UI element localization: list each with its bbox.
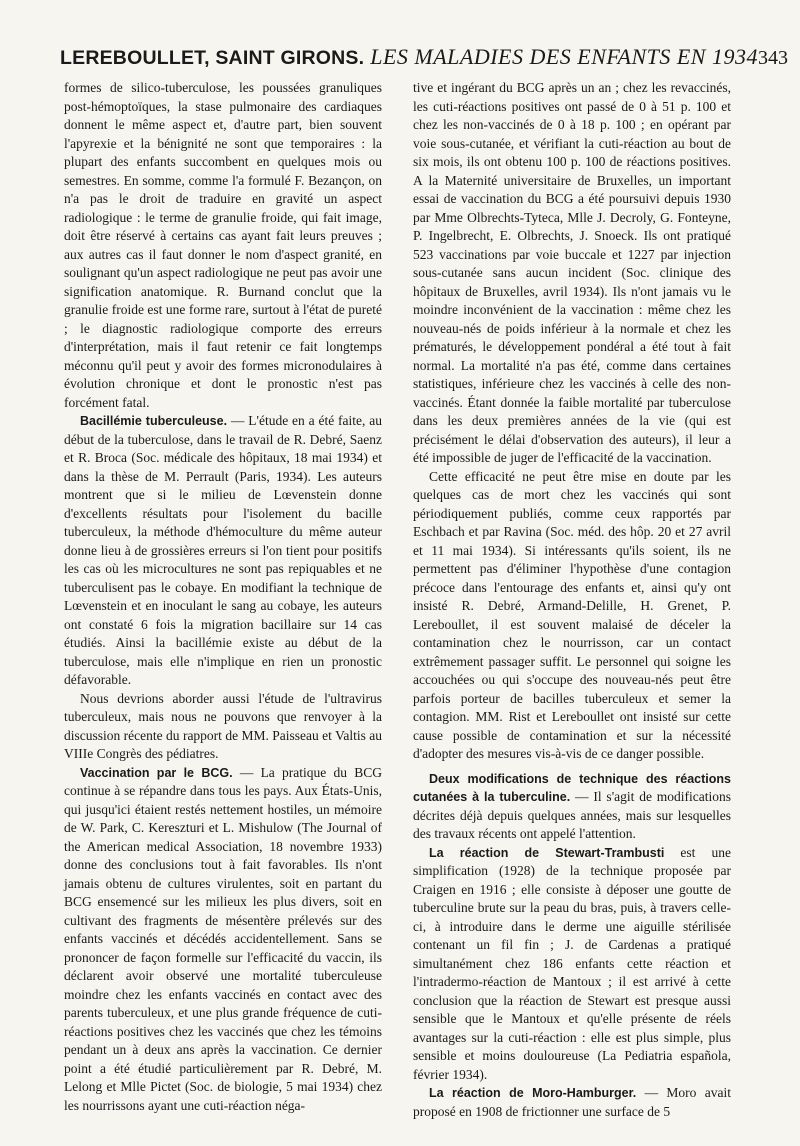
paragraph-ultravirus: Nous devrions aborder aussi l'étude de l'ultravirus tuberculeux, mais nous ne pouvons que renvoyer à la discussion récente du rapport de MM. Paisseau et Valtis au VIIIe Congrès des pédiatres.	[64, 690, 382, 761]
deux-modifications-text: — Il s'agit de modifications décrites déjà depuis quelques années, mais sur lesquelles des travaux récents ont appelé l'attention.	[413, 789, 731, 841]
paragraph-deux-modifications	[413, 770, 731, 844]
paragraph-bacillemie	[64, 412, 382, 690]
stewart-text: est une simplification (1928) de la technique proposée par Craigen en 1916 ; elle consiste à déposer une goutte de tuberculine brute sur la peau du bras, puis, à travers celle-ci, à introduire dans le derme une aiguille stérilisée contenant un fil fin ; J. de Cardenas a pratiqué simultanément chez 186 enfants cette réaction et l'intradermo-réaction de Mantoux ; il est arrivé à cette conclusion que la réaction de Stewart est presque aussi sensible que le Mantoux et qu'elle présente de réels avantages sur la cuti-réaction : elle est plus simple, plus sensible et moins douloureuse (La Pediatria española, février 1934).	[413, 844, 731, 1082]
paragraph-stewart	[413, 844, 731, 1085]
right-column	[413, 79, 731, 1121]
moro-text: — Moro avait proposé en 1908 de frictionner une surface de 5	[413, 1085, 731, 1119]
heading-bacillemie: Bacillémie tuberculeuse.	[80, 414, 228, 428]
header-authors: LEREBOULLET, SAINT GIRONS.	[60, 47, 365, 69]
heading-deux-modifications: Deux modifications de technique des réactions cutanées à la tuberculine.	[413, 771, 731, 804]
header-title: LES MALADIES DES ENFANTS EN 1934	[370, 44, 758, 69]
paragraph-granulie: formes de silico-tuberculose, les poussées granuliques post-hémoptoïques, la stase pulmonaire des cardiaques donnent le même aspect et, d'autre part, bien souvent l'apyrexie et la bénignité ne sont que temporaires : la plupart des enfants succombent en quelques mois ou semestres. En somme, comme l'a formulé F. Bezançon, on n'a pas le droit de traduire en gravité un aspect radiologique : le terme de granulie froide, qui fait image, doit être réservé à certains cas ayant fait leurs preuves ; aux autres cas il faut donner le nom d'aspect granité, en soulignant qu'un aspect radiologique ne peut pas avoir une signification anatomique. R. Burnand conclut que la granulie froide est une forme rare, surtout à l'état de pureté ; le diagnostic radiologique comporte des erreurs d'interprétation, mais il faut retenir ce fait longtemps méconnu qu'il peut y avoir des formes micronodulaires à évolution chronique et dont le pronostic n'est pas forcément fatal.	[64, 80, 382, 410]
vaccination-text: — La pratique du BCG continue à se répandre dans tous les pays. Aux États-Unis, qui jusqu'ici étaient restés nettement hostiles, un mémoire de W. Park, C. Kereszturi et L. Mishulow (The Journal of the American medical Association, 18 novembre 1933) donne des conclusions tout à fait favorables. Ils n'ont jamais obtenu de cultures virulentes, soit en partant du BCG ensemencé sur les milieux les plus divers, soit en cultivant des fragments de mésentère prélevés sur des enfants vaccinés et décédés accidentellement. Sans se prononcer de façon formelle sur l'efficacité du vaccin, ils déclarent avoir observé une mortalité tuberculeuse moindre chez les enfants vaccinés en contact avec des parents tuberculeux, et une plus grande fréquence de cuti-réactions positives chez les vaccinés que chez les témoins pendant un à deux ans après la vaccination. Ce dernier point a été étudié particulièrement par R. Debré, M. Lelong et Mlle Pictet (Soc. de biologie, 5 mai 1934) chez les nourrissons ayant une cuti-réaction néga-	[64, 764, 382, 1113]
paragraph-efficacite: Cette efficacité ne peut être mise en doute par les quelques cas de mort chez les vaccinés qui sont périodiquement publiés, comme ceux rapportés par Eschbach et par Ravina (Soc. méd. des hôp. 20 et 27 avril et 11 mai 1934). Si intéressants qu'ils soient, ils ne permettent pas d'éliminer l'hypothèse d'une contagion précoce dans l'entourage des enfants et, ainsi qu'y ont insisté R. Debré, Armand-Delille, H. Grenet, P. Lereboullet, il est souvent malaisé de déceler la contamination chez le nourrisson, car un contact extrêmement passager suffit. Le personnel qui soigne les accouchées ou qui s'occupe des nouveau-nés peut être parfois porteur de bacilles tuberculeux et semer la contagion. MM. Rist et Lereboullet ont insisté sur cette cause possible de contamination et sur la nécessité d'adopter des mesures vis-à-vis de ce danger possible.	[413, 468, 731, 761]
heading-moro: La réaction de Moro-Hamburger.	[429, 1086, 637, 1100]
paragraph-bcg-results: tive et ingérant du BCG après un an ; chez les revaccinés, les cuti-réactions positives ont passé de 0 à 51 p. 100 et chez les non-vaccinés de 0 à 18 p. 100 ; en opérant par voie sous-cutanée, et vérifiant la cuti-réaction au bout de six mois, ils ont obtenu 100 p. 100 de réactions positives. A la Maternité universitaire de Bruxelles, un important essai de vaccination du BCG a été poursuivi depuis 1930 par Mme Olbrechts-Tyteca, Mlle J. Decroly, G. Fonteyne, P. Ingelbrecht, E. Olbrechts, J. Snoeck. Ils ont pratiqué 523 vaccinations par voie buccale et 1227 par injection sous-cutanée sans aucun incident (Soc. clinique des hôpitaux de Bruxelles, avril 1934). Ils n'ont jamais vu le moindre inconvénient de la vaccination : même chez les nouveau-nés de poids inférieur à la normale et chez les prématurés, le développement pondéral a été tout à fait normal. La mortalité n'a pas été, comme dans certaines statistiques, inférieure chez les vaccinés à celle des non-vaccinés. Étant donnée la faible mortalité par tuberculose dans les deux premières années de la vie (qui est précisément le délai d'observation des auteurs), il leur a été impossible de juger de l'efficacité de la vaccination.	[413, 80, 731, 465]
paragraph-vaccination	[64, 764, 382, 1116]
bacillemie-text: — L'étude en a été faite, au début de la tuberculose, dans le travail de R. Debré, Saenz et R. Broca (Soc. médicale des hôpitaux, 18 mai 1934) et dans la thèse de M. Perrault (Paris, 1934). Les auteurs montrent que si le milieu de Lœvenstein donne d'excellents résultats pour l'isolement du bacille tuberculeux, la méthode d'hémoculture du même auteur donne lieu à de grossières erreurs si l'on tient pour positifs les cas où les microcultures ne sont pas repiquables et ne tuberculisent pas le cobaye. En modifiant la technique de Lœvenstein et en inoculant le sang au cobaye, les auteurs ont constaté 6 fois la migration bacillaire sur 14 cas étudiés. Ainsi la bacillémie existe au début de la tuberculose, mais elle n'implique en rien un pronostic défavorable.	[64, 413, 383, 687]
running-header	[60, 44, 788, 74]
heading-vaccination: Vaccination par le BCG.	[80, 765, 233, 780]
page-number: 343	[757, 47, 788, 69]
heading-stewart: La réaction de Stewart-Trambusti	[429, 845, 665, 860]
paragraph-moro	[413, 1084, 731, 1121]
left-column	[64, 79, 382, 1115]
